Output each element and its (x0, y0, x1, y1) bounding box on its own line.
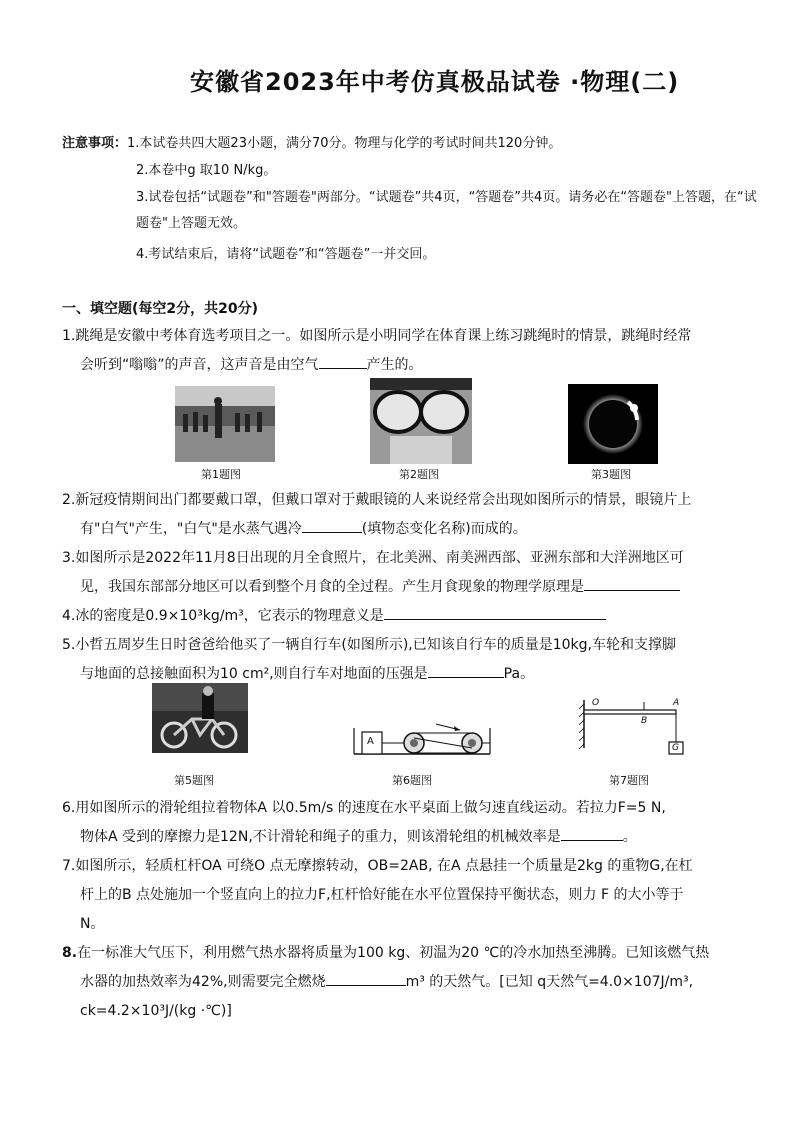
answer-blank[interactable] (319, 352, 367, 369)
block-a-label: A (367, 736, 374, 747)
point-a-label: A (673, 698, 680, 708)
answer-blank[interactable] (561, 824, 623, 841)
question-text: 会听到“嗡嗡”的声音，这声音是由空气 (80, 357, 319, 373)
notice-label: 注意事项： (62, 136, 128, 151)
question-text: (填物态变化名称)而成的。 (361, 521, 527, 537)
question-text: 杆上的B 点处施加一个竖直向上的拉力F,杠杆恰好能在水平位置保持平衡状态，则力 F 的大小等于 (80, 887, 684, 903)
question-8 (62, 939, 774, 1026)
question-text: 3.如图所示是2022年11月8日出现的月全食照片，在北美洲、南美洲西部、亚洲东部和大洋洲地区可 (62, 550, 684, 566)
figure-3-image (568, 384, 658, 464)
question-text: 6.用如图所示的滑轮组拉着物体A 以0.5m/s 的速度在水平桌面上做匀速直线运动。若拉力F=5 N, (62, 800, 666, 816)
section-heading: 一、填空题(每空2分，共20分) (62, 301, 259, 317)
point-o-label: O (592, 698, 600, 708)
answer-blank[interactable] (584, 574, 680, 591)
question-text: 有"白气"产生，"白气"是水蒸气遇冷 (80, 521, 302, 537)
question-text: 产生的。 (366, 357, 423, 373)
question-text: m³ 的天然气。[已知 q天然气=4.0×107J/m³, (405, 974, 694, 990)
question-text: 物体A 受到的摩擦力是12N,不计滑轮和绳子的重力，则该滑轮组的机械效率是 (80, 829, 561, 845)
answer-blank[interactable] (428, 661, 504, 678)
question-text: N。 (80, 916, 105, 932)
notice-item-2: 2.本卷中g 取10 N/kg。 (136, 163, 277, 178)
question-text: 见，我国东部部分地区可以看到整个月食的全过程。产生月食现象的物理学原理是 (80, 579, 584, 595)
question-3 (62, 544, 774, 602)
notice-item-3: 3.试卷包括“试题卷”和"答题卷"两部分。“试题卷”共4页，“答题卷”共4页。请务必在“答题卷"上答题，在“试题卷"上答题无效。 (136, 190, 757, 231)
question-text: 7.如图所示，轻质杠杆OA 可绕O 点无摩擦转动，OB=2AB, 在A 点悬挂一个质量是2kg 的重物G,在杠 (62, 858, 693, 874)
question-1 (62, 322, 774, 380)
figure-2-caption: 第2题图 (399, 468, 439, 481)
notice-item-4: 4.考试结束后，请将“试题卷”和“答题卷”一并交回。 (136, 247, 436, 262)
figure-6-caption: 第6题图 (392, 774, 432, 787)
figure-6-diagram (352, 712, 492, 762)
question-2 (62, 486, 774, 544)
question-text: 在一标准大气压下，利用燃气热水器将质量为100 kg、初温为20 ℃的冷水加热至沸腾。已知该燃气热 (77, 945, 710, 961)
question-5 (62, 631, 774, 689)
question-text: 5.小哲五周岁生日时爸爸给他买了一辆自行车(如图所示),已知该自行车的质量是10kg,车轮和支撑脚 (62, 637, 676, 653)
weight-g-label: G (672, 743, 679, 753)
figure-2-image (370, 378, 472, 464)
page-title: 安徽省2023年中考仿真极品试卷 ·物理(二) (190, 68, 680, 96)
question-text: 。 (622, 829, 637, 845)
notice-item-1 (62, 135, 762, 153)
point-b-label: B (641, 716, 648, 726)
question-text: 水器的加热效率为42%,则需要完全燃烧 (80, 974, 326, 990)
question-number: 8. (62, 945, 78, 961)
question-text: ck=4.2×10³J/(kg ·℃)] (80, 1003, 232, 1019)
figure-3-caption: 第3题图 (591, 468, 631, 481)
question-7 (62, 852, 774, 939)
question-4 (62, 602, 774, 631)
question-text: Pa。 (503, 666, 535, 682)
question-text: 1.跳绳是安徽中考体育选考项目之一。如图所示是小明同学在体育课上练习跳绳时的情景，跳绳时经常 (62, 328, 692, 344)
notice-block (62, 135, 762, 273)
figure-7-diagram (578, 698, 688, 762)
answer-blank[interactable] (302, 516, 362, 533)
answer-blank[interactable] (384, 603, 606, 620)
answer-blank[interactable] (326, 969, 406, 986)
figure-7-caption: 第7题图 (609, 774, 649, 787)
question-text: 2.新冠疫情期间出门都要戴口罩，但戴口罩对于戴眼镜的人来说经常会出现如图所示的情景，眼镜片上 (62, 492, 692, 508)
figure-5-image (152, 683, 248, 753)
figure-1-image (175, 386, 275, 462)
question-text: 4.冰的密度是0.9×10³kg/m³，它表示的物理意义是 (62, 608, 384, 624)
question-text: 与地面的总接触面积为10 cm²,则自行车对地面的压强是 (80, 666, 428, 682)
figure-1-caption: 第1题图 (201, 468, 241, 481)
notice-item-text: 1.本试卷共四大题23小题，满分70分。物理与化学的考试时间共120分钟。 (127, 136, 562, 151)
question-6 (62, 794, 774, 852)
figure-5-caption: 第5题图 (174, 774, 214, 787)
